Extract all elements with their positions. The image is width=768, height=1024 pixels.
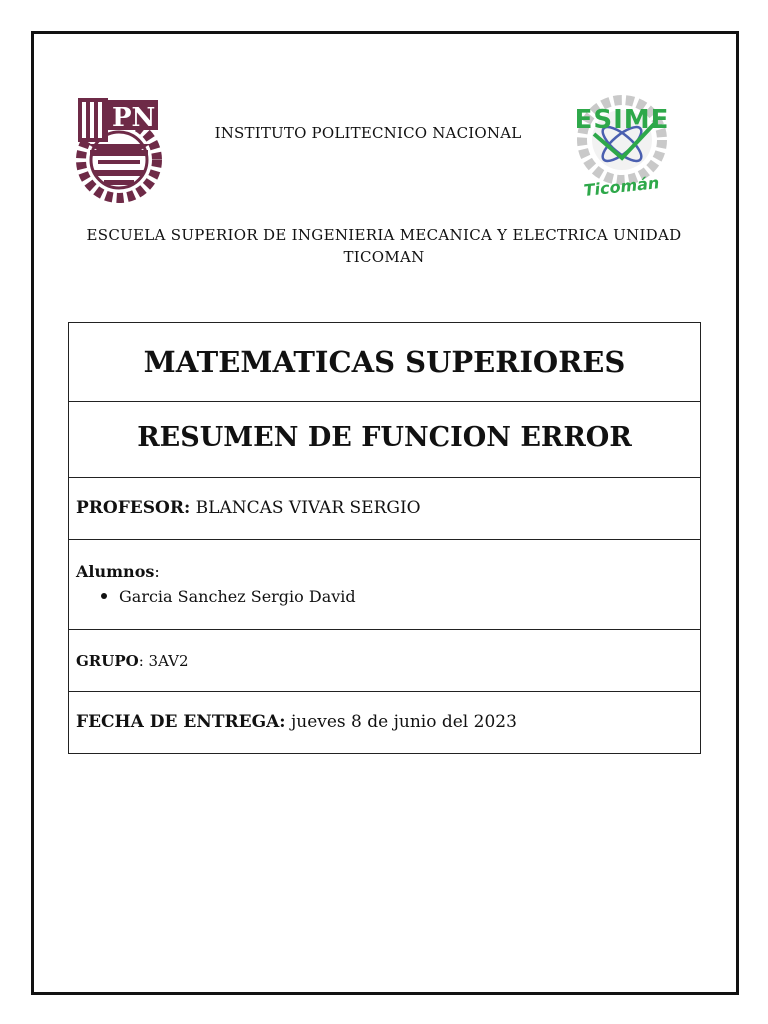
grupo-label: GRUPO [76, 652, 139, 670]
profesor-value: BLANCAS VIVAR SERGIO [195, 498, 421, 518]
document-subtitle: RESUMEN DE FUNCION ERROR [137, 422, 632, 453]
fecha-label: FECHA DE ENTREGA: [76, 712, 286, 732]
info-table [68, 322, 701, 754]
grupo-line: GRUPO: 3AV2 [76, 652, 189, 670]
grupo-row [69, 630, 700, 692]
fecha-line [76, 712, 517, 732]
svg-text:ESIME: ESIME [574, 105, 670, 135]
svg-text:Ticomán: Ticomán [582, 173, 661, 200]
alumnos-line: Alumnos: [76, 562, 160, 581]
svg-text:PN: PN [112, 103, 156, 133]
profesor-label: PROFESOR: [76, 498, 191, 518]
institute-name: INSTITUTO POLITECNICO NACIONAL [214, 124, 522, 142]
school-name: ESCUELA SUPERIOR DE INGENIERIA MECANICA Y ELECTRICA UNIDAD TICOMAN [86, 226, 682, 266]
subtitle-row [69, 402, 700, 478]
fecha-row [69, 692, 700, 754]
alumnos-label: Alumnos [76, 562, 155, 581]
bullet-icon [101, 593, 107, 599]
alumno-name: Garcia Sanchez Sergio David [119, 587, 356, 606]
profesor-line [76, 498, 421, 518]
grupo-value: 3AV2 [148, 652, 189, 670]
course-title: MATEMATICAS SUPERIORES [143, 345, 626, 379]
list-item [101, 587, 356, 606]
title-row [69, 323, 700, 402]
esime-logo-icon [562, 94, 682, 200]
ipn-logo-icon [68, 94, 170, 208]
alumnos-row [69, 540, 700, 630]
fecha-value: jueves 8 de junio del 2023 [290, 712, 517, 732]
profesor-row [69, 478, 700, 540]
